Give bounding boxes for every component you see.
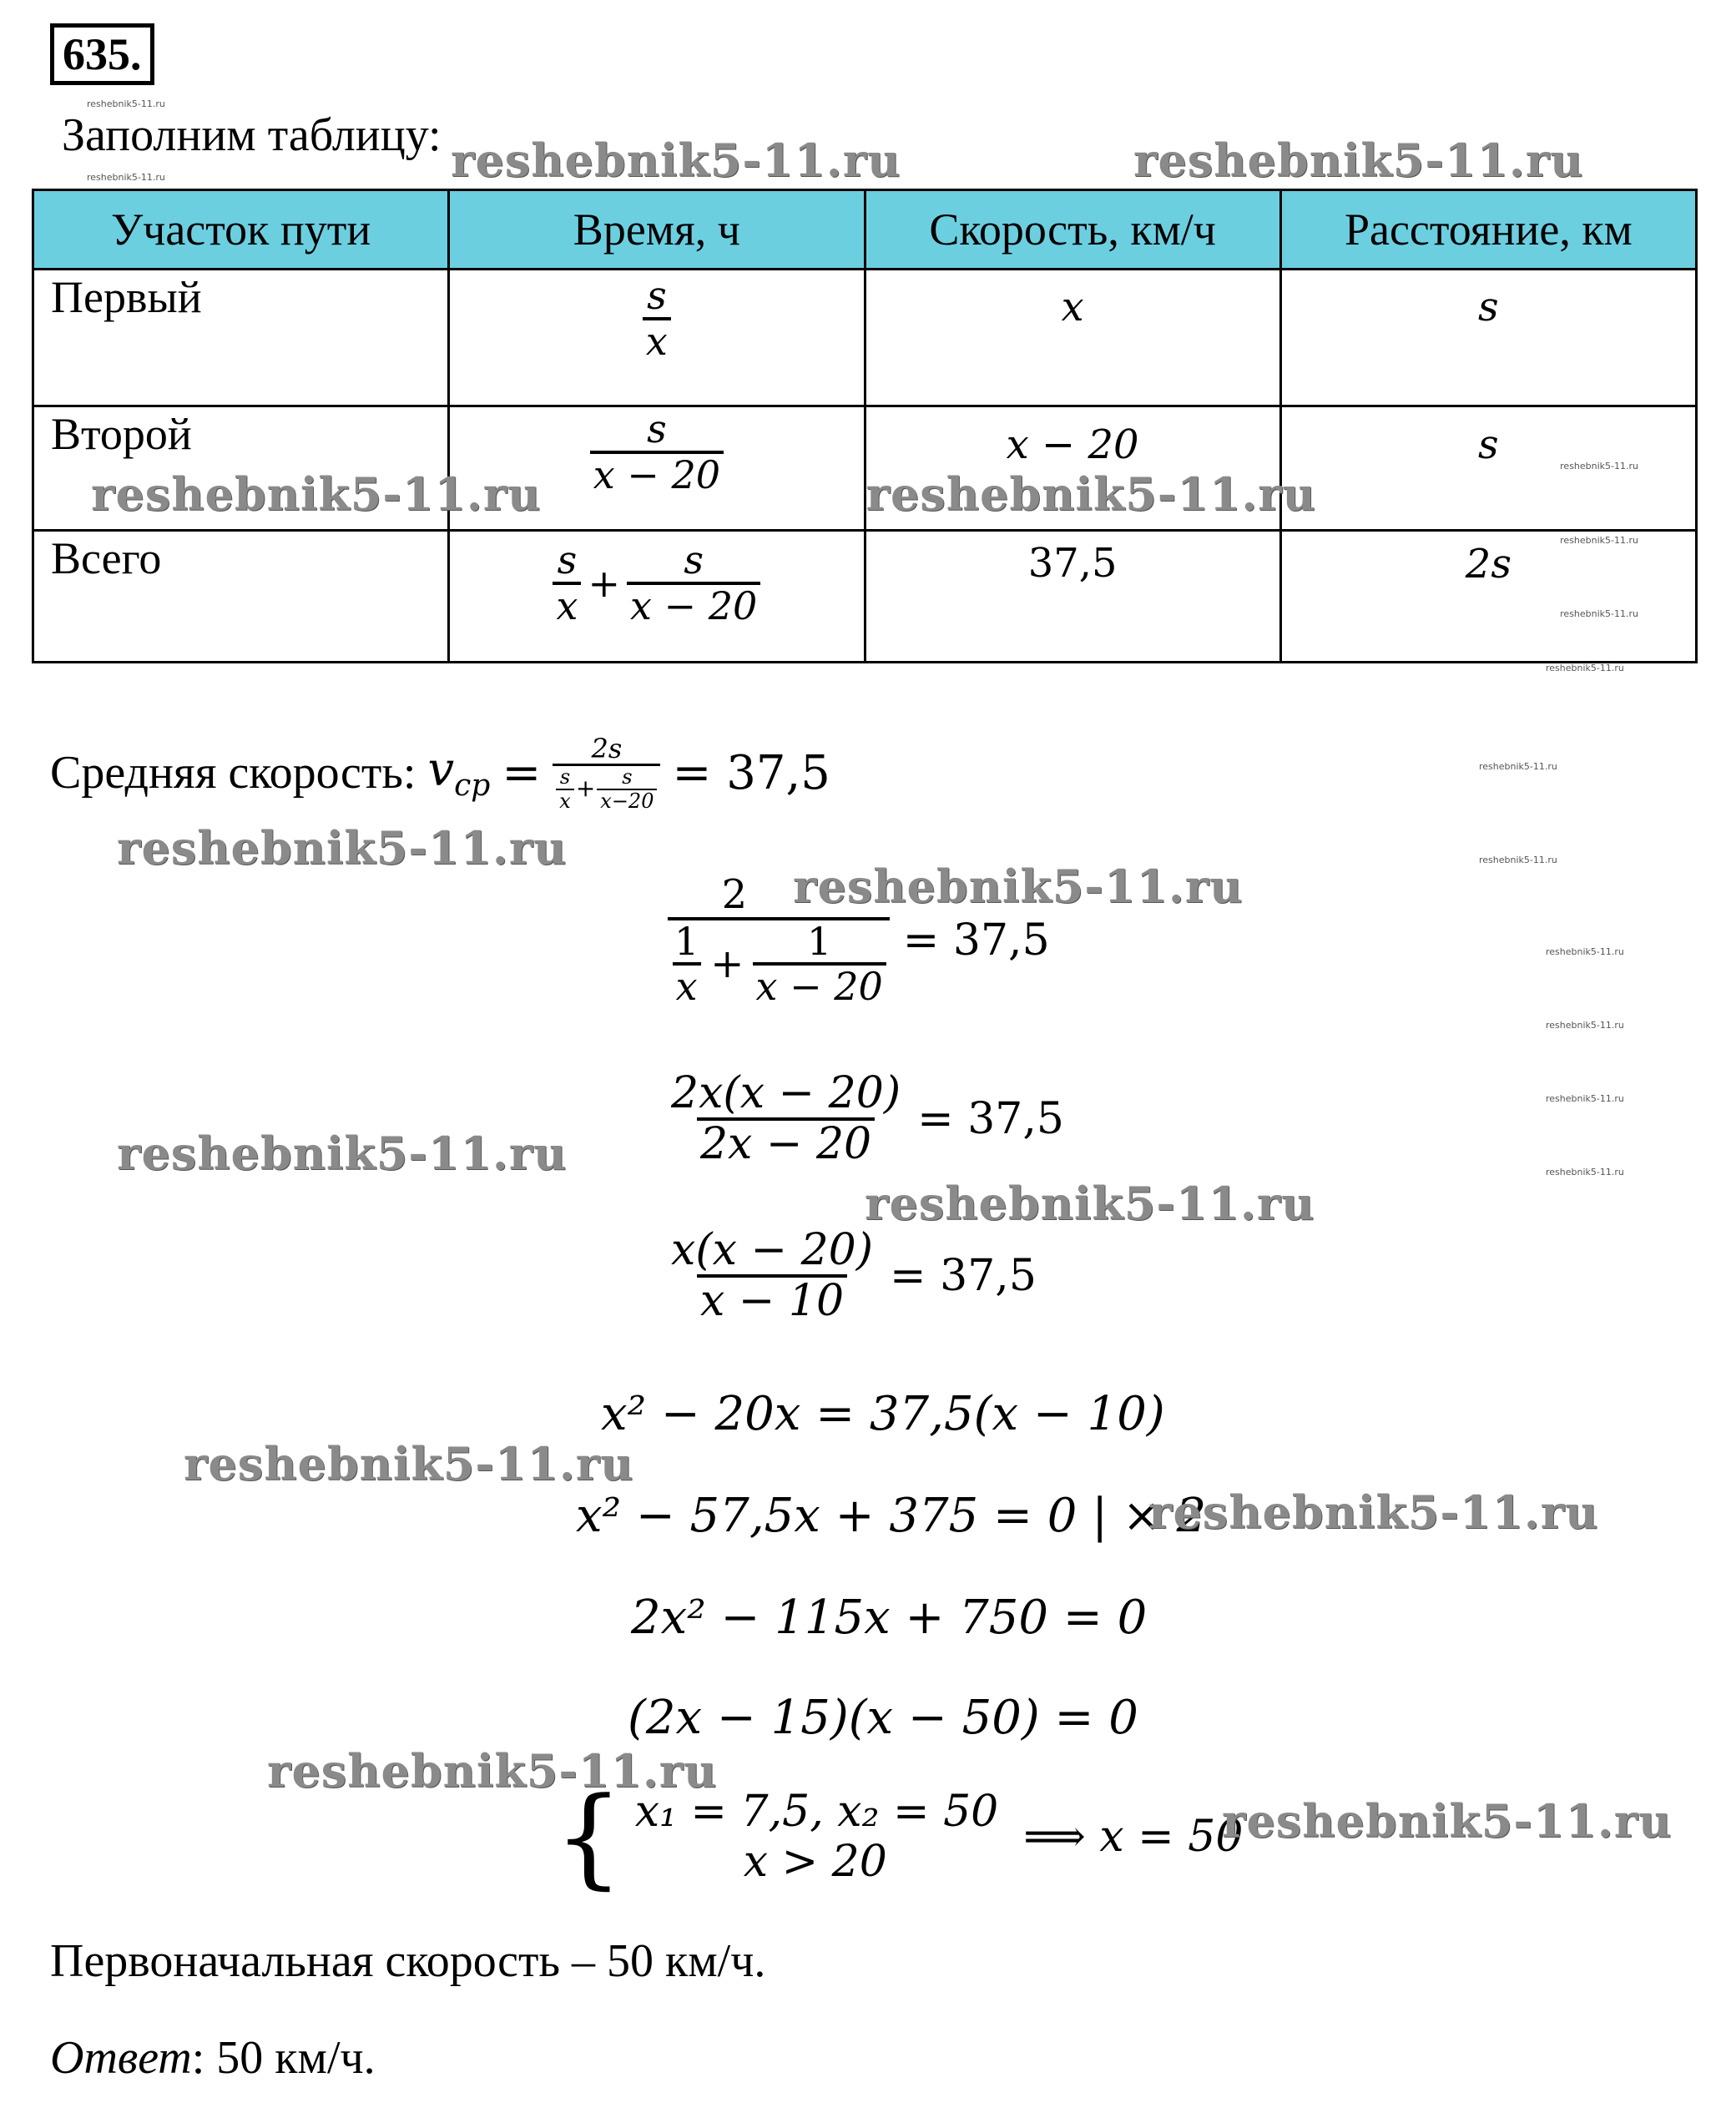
step-5: x² − 57,5x + 375 = 0 | × 2	[576, 1489, 1207, 1543]
numerator: 1	[674, 918, 699, 964]
table-row	[33, 406, 1697, 531]
distance-value: 2s	[1465, 541, 1511, 587]
speed-cell: x	[865, 270, 1280, 406]
watermark: reshebnik5-11.ru	[793, 860, 1244, 913]
header-cell: Расстояние, км	[1280, 190, 1696, 270]
system-line: x > 20	[743, 1837, 887, 1887]
numerator: s	[559, 765, 571, 789]
system-line: x₁ = 7,5, x₂ = 50	[634, 1787, 999, 1837]
equals: =	[502, 745, 542, 800]
watermark: reshebnik5-11.ru	[451, 134, 901, 187]
watermark: reshebnik5-11.ru	[117, 1127, 568, 1180]
var: v	[427, 743, 455, 798]
watermark: reshebnik5-11.ru	[1222, 1794, 1673, 1848]
conclusion: Первоначальная скорость – 50 км/ч.	[50, 1935, 766, 1987]
data-table	[32, 189, 1698, 663]
row-label: Первый	[33, 270, 449, 406]
watermark-small: reshebnik5-11.ru	[1560, 461, 1638, 471]
denominator: x	[673, 962, 701, 1008]
fraction	[627, 539, 760, 627]
distance-cell	[1280, 406, 1696, 531]
numerator: 2x(x − 20)	[671, 1068, 901, 1118]
fraction	[556, 766, 574, 812]
time-cell	[449, 406, 865, 531]
denominator: x − 20	[590, 451, 724, 497]
rhs: = 37,5	[890, 1251, 1037, 1302]
brace-icon: {	[554, 1773, 623, 1900]
watermark: reshebnik5-11.ru	[184, 1437, 634, 1490]
step-7: (2x − 15)(x − 50) = 0	[628, 1691, 1138, 1745]
avg-speed-line	[50, 734, 830, 812]
header-cell: Участок пути	[33, 190, 449, 270]
plus-sign: +	[575, 774, 596, 803]
watermark-small: reshebnik5-11.ru	[1560, 608, 1638, 619]
watermark-small: reshebnik5-11.ru	[1546, 946, 1624, 957]
rhs: = 37,5	[902, 915, 1050, 966]
watermark: reshebnik5-11.ru	[1148, 1485, 1599, 1539]
fraction	[643, 275, 671, 362]
watermark-small: reshebnik5-11.ru	[1560, 535, 1638, 546]
header-cell: Скорость, км/ч	[865, 190, 1280, 270]
table-row	[33, 531, 1697, 663]
numerator: s	[684, 537, 704, 582]
rhs: = 37,5	[917, 1094, 1064, 1145]
watermark: reshebnik5-11.ru	[865, 1177, 1315, 1230]
table-row	[33, 270, 1697, 406]
watermark: reshebnik5-11.ru	[267, 1744, 718, 1798]
fraction	[668, 1070, 904, 1168]
speed-cell	[865, 406, 1316, 531]
row-label-text: Второй	[51, 409, 192, 459]
watermark: reshebnik5-11.ru	[117, 821, 568, 875]
watermark-small: reshebnik5-11.ru	[1546, 663, 1624, 673]
denominator: x−20	[597, 789, 657, 812]
answer	[50, 2031, 376, 2085]
fraction-sum	[553, 539, 760, 627]
step-6: 2x² − 115x + 750 = 0	[631, 1591, 1148, 1645]
denominator	[668, 917, 890, 1008]
watermark: reshebnik5-11.ru	[91, 467, 542, 521]
denominator: x	[556, 789, 574, 812]
speed-value: x − 20	[1006, 421, 1139, 468]
step-3	[668, 1227, 1037, 1325]
avg-result: = 37,5	[672, 745, 830, 800]
numerator: s	[647, 406, 667, 451]
speed-cell: 37,5	[865, 531, 1280, 663]
denominator: x − 20	[753, 962, 886, 1008]
avg-speed-label: Средняя скорость:	[50, 747, 416, 799]
denominator: x − 20	[627, 582, 760, 628]
plus-sign: +	[588, 560, 620, 606]
numerator: s	[557, 537, 578, 582]
fraction	[671, 920, 702, 1008]
watermark-small: reshebnik5-11.ru	[1479, 855, 1557, 865]
numerator: x(x − 20)	[671, 1225, 874, 1275]
distance-cell: s	[1280, 270, 1696, 406]
avg-speed-var	[427, 743, 490, 803]
numerator: s	[622, 765, 633, 789]
watermark-small: reshebnik5-11.ru	[1546, 1093, 1624, 1104]
watermark: reshebnik5-11.ru	[1133, 134, 1584, 187]
denominator: x − 10	[697, 1274, 847, 1325]
system	[554, 1773, 1244, 1900]
problem-number: 635.	[50, 23, 154, 85]
denominator: x	[553, 582, 581, 628]
table-header-row	[33, 190, 1697, 270]
intro-text: Заполним таблицу:	[62, 109, 442, 161]
fraction	[753, 920, 886, 1008]
system-lines	[635, 1787, 999, 1887]
system-result: ⟹ x = 50	[1023, 1812, 1244, 1862]
step-4: x² − 20x = 37,5(x − 10)	[601, 1387, 1165, 1441]
answer-label: Ответ	[50, 2032, 192, 2084]
watermark-small: reshebnik5-11.ru	[87, 98, 165, 109]
var-sub: cp	[454, 769, 491, 804]
numerator: 1	[806, 918, 832, 964]
header-cell: Время, ч	[449, 190, 865, 270]
numerator: s	[647, 273, 667, 318]
fraction	[668, 1227, 876, 1325]
distance-cell	[1280, 531, 1696, 663]
plus-sign: +	[710, 940, 744, 987]
fraction	[553, 539, 581, 627]
row-label	[33, 406, 542, 531]
watermark-small: reshebnik5-11.ru	[1546, 1167, 1624, 1177]
distance-value: s	[1478, 421, 1499, 468]
denominator	[553, 764, 660, 812]
watermark-small: reshebnik5-11.ru	[1546, 1020, 1624, 1031]
watermark: reshebnik5-11.ru	[865, 467, 1316, 521]
denominator: 2x − 20	[697, 1117, 875, 1168]
fraction	[590, 408, 724, 496]
numerator: 2	[721, 871, 748, 918]
numerator: 2s	[591, 733, 623, 764]
step-2	[668, 1070, 1064, 1168]
denominator: x	[643, 317, 671, 363]
answer-value: : 50 км/ч.	[191, 2032, 376, 2084]
avg-fraction	[553, 734, 660, 812]
watermark-small: reshebnik5-11.ru	[1479, 761, 1557, 772]
watermark-small: reshebnik5-11.ru	[87, 172, 165, 183]
time-cell	[449, 531, 865, 663]
row-label: Всего	[33, 531, 449, 663]
fraction	[597, 766, 657, 812]
time-cell	[449, 270, 865, 406]
